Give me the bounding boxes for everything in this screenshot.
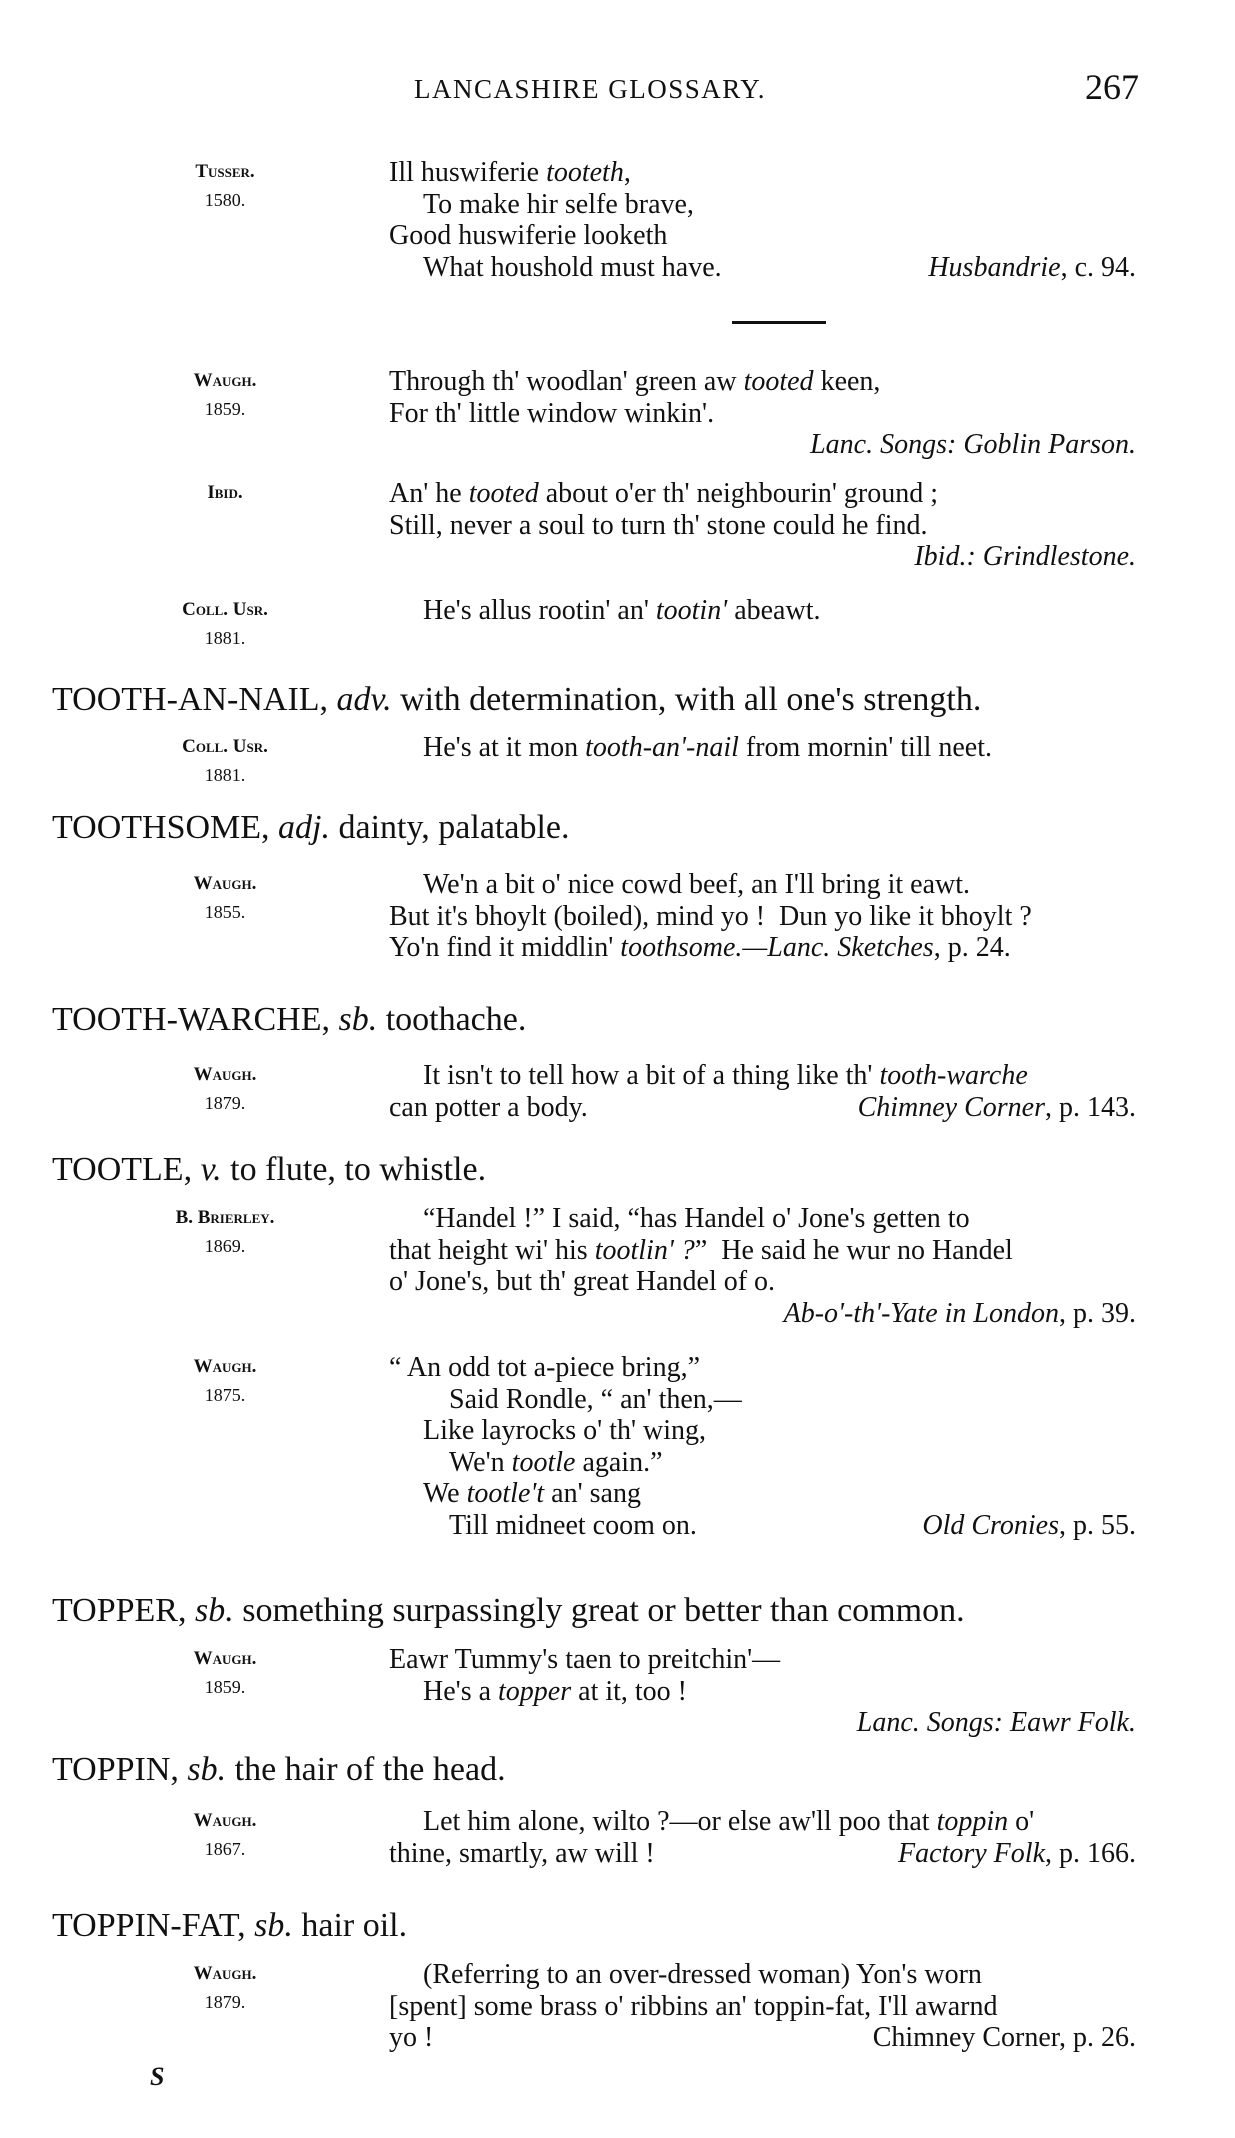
headword-line — [52, 1000, 526, 1040]
citation — [857, 1707, 1136, 1739]
italic-text: tootle't — [466, 1478, 545, 1510]
citation — [858, 1092, 1136, 1124]
part-of-speech: adj. — [278, 809, 330, 846]
part-of-speech: v. — [200, 1151, 222, 1188]
headword: TOOTLE — [52, 1151, 184, 1188]
quote-author: Waugh. — [193, 1064, 257, 1085]
text: Till midneet coom on. — [449, 1510, 697, 1541]
signature-mark: S — [150, 2062, 165, 2091]
text: an' sang — [544, 1478, 641, 1510]
quote-line — [389, 366, 880, 398]
headword: TOOTH-WARCHE — [52, 1001, 322, 1038]
italic-text: toothsome.—Lanc. Sketches — [620, 932, 934, 964]
quote-line — [423, 252, 722, 284]
part-of-speech: sb. — [187, 1751, 227, 1788]
quote-line — [389, 510, 928, 542]
quote-line — [389, 1644, 780, 1676]
text: We'n a bit o' nice cowd beef, an I'll bring it eawt. — [423, 869, 971, 900]
quote-year: 1879. — [204, 1992, 246, 2012]
definition: to flute, to whistle. — [221, 1151, 487, 1188]
italic-text: Ibid.: Grindlestone. — [914, 541, 1136, 573]
citation — [810, 429, 1136, 461]
text: Said Rondle, “ an' then,— — [449, 1383, 742, 1415]
quote-year: 1879. — [204, 1093, 246, 1113]
part-of-speech: sb. — [254, 1907, 293, 1944]
text: Ill huswiferie — [389, 157, 547, 188]
text: ” He said he wur no Handel — [694, 1234, 1013, 1266]
quote-line — [389, 1092, 588, 1124]
comma: , — [183, 1151, 201, 1188]
quote-line — [449, 1384, 742, 1416]
headword: TOPPIN — [52, 1751, 171, 1788]
citation — [914, 541, 1136, 573]
italic-text: Ab-o'-th'-Yate in London — [783, 1297, 1059, 1329]
text: yo ! — [389, 2022, 434, 2054]
text: For th' little window winkin'. — [389, 397, 715, 429]
text: [spent] some brass o' ribbins an' toppin-fat, I'll awarnd — [389, 1990, 998, 2022]
quote-line — [389, 901, 1032, 933]
comma: , — [170, 1751, 188, 1788]
text: abeawt. — [727, 595, 821, 626]
text: , — [623, 157, 631, 188]
quote-year: 1881. — [204, 628, 246, 648]
comma: , — [237, 1907, 255, 1944]
page-number: 267 — [1085, 67, 1139, 107]
italic-text: tooted — [743, 366, 814, 397]
italic-text: tootin' — [655, 595, 728, 626]
quote-author: Waugh. — [193, 873, 257, 894]
quote-line — [449, 1447, 663, 1479]
text: What houshold must have. — [423, 251, 722, 283]
comma: , — [319, 681, 337, 718]
quote-line — [389, 1838, 655, 1870]
text: It isn't to tell how a bit of a thing like th' — [423, 1060, 880, 1091]
text: (Referring to an over-dressed woman) Yon's worn — [423, 1959, 982, 1990]
text: again.” — [575, 1446, 663, 1478]
quote-author: Tusser. — [195, 161, 255, 182]
text: He's a — [423, 1675, 499, 1707]
text: We — [423, 1478, 467, 1510]
citation — [922, 1510, 1136, 1542]
quote-line — [389, 1235, 1013, 1267]
quote-line — [423, 1415, 706, 1447]
running-header-title: LANCASHIRE GLOSSARY. — [413, 74, 767, 104]
quote-line — [449, 1510, 697, 1542]
headword-line — [52, 1750, 506, 1790]
section-rule — [732, 321, 826, 324]
text: from mornin' till neet. — [738, 732, 993, 763]
citation — [873, 2022, 1136, 2054]
text: , p. 55. — [1059, 1510, 1136, 1541]
quote-author: Waugh. — [193, 1648, 257, 1669]
quote-line — [389, 1266, 775, 1298]
quote-year: 1855. — [204, 902, 246, 922]
headword-line — [52, 808, 569, 848]
quote-line — [423, 189, 694, 221]
quote-line — [389, 932, 1011, 964]
quote-line — [423, 1676, 687, 1708]
italic-text: tooth-warche — [879, 1060, 1028, 1091]
headword: TOOTH-AN-NAIL — [52, 681, 320, 718]
text: , c. 94. — [1060, 251, 1136, 283]
quote-line — [423, 1060, 1028, 1092]
text: at it, too ! — [571, 1675, 688, 1707]
definition: toothache. — [377, 1001, 527, 1038]
citation — [898, 1838, 1136, 1870]
quote-line — [423, 732, 992, 764]
quote-author: Ibid. — [207, 482, 243, 503]
text: that height wi' his — [389, 1234, 595, 1266]
part-of-speech: adv. — [336, 681, 392, 718]
text: Eawr Tummy's taen to preitchin'— — [389, 1644, 781, 1675]
text: Let him alone, wilto ?—or else aw'll poo that — [423, 1806, 937, 1837]
quote-line — [423, 1203, 970, 1235]
quote-year: 1859. — [204, 1677, 246, 1697]
text: He's at it mon — [423, 732, 586, 763]
italic-text: Old Cronies — [922, 1510, 1059, 1541]
quote-line — [389, 1991, 997, 2023]
text: Good huswiferie looketh — [389, 220, 668, 252]
italic-text: tootle — [511, 1446, 576, 1478]
quote-year: 1869. — [204, 1236, 246, 1256]
quote-year: 1875. — [204, 1385, 246, 1405]
quote-year: 1867. — [204, 1839, 246, 1859]
headword: TOPPIN-FAT — [52, 1907, 238, 1944]
italic-text: Lanc. Songs: Goblin Parson. — [810, 429, 1136, 461]
citation — [784, 1298, 1136, 1330]
italic-text: tootlin' ? — [594, 1234, 695, 1266]
comma: , — [321, 1001, 339, 1038]
quote-line — [423, 1478, 641, 1510]
quote-line — [423, 869, 970, 901]
quote-author: Coll. Usr. — [182, 736, 268, 757]
quote-author: B. Brierley. — [175, 1207, 275, 1228]
text: Chimney Corner, p. 26. — [872, 2022, 1136, 2054]
text: keen, — [813, 366, 881, 397]
quote-year: 1859. — [204, 399, 246, 419]
text: He's allus rootin' an' — [423, 595, 656, 626]
quote-year: 1881. — [204, 765, 246, 785]
italic-text: tooted — [468, 478, 539, 509]
italic-text: topper — [498, 1675, 572, 1707]
headword-line — [52, 680, 981, 720]
italic-text: toppin — [936, 1806, 1009, 1837]
quote-author: Waugh. — [193, 370, 257, 391]
text: about o'er th' neighbourin' ground ; — [538, 478, 938, 509]
quote-author: Waugh. — [193, 1356, 257, 1377]
italic-text: tooth-an'-nail — [585, 732, 739, 763]
text: To make hir selfe brave, — [423, 188, 694, 220]
part-of-speech: sb. — [338, 1001, 378, 1038]
italic-text: Factory Folk — [898, 1837, 1045, 1869]
text: But it's bhoylt (boiled), mind yo ! Dun yo like it bhoylt ? — [389, 900, 1032, 932]
quote-line — [389, 220, 667, 252]
quote-line — [423, 1806, 1034, 1838]
quote-line — [389, 157, 631, 189]
comma: , — [261, 809, 279, 846]
definition: with determination, with all one's strength. — [391, 681, 982, 718]
italic-text: Husbandrie — [928, 251, 1061, 283]
quote-line — [389, 2022, 433, 2054]
text: o' — [1008, 1806, 1035, 1837]
headword-line — [52, 1591, 965, 1631]
headword: TOOTHSOME — [52, 809, 262, 846]
quote-author: Coll. Usr. — [182, 599, 268, 620]
text: can potter a body. — [389, 1091, 588, 1123]
quote-line — [389, 398, 714, 430]
text: , p. 143. — [1045, 1091, 1136, 1123]
quote-author: Waugh. — [193, 1810, 257, 1831]
italic-text: tooteth — [546, 157, 624, 188]
headword-line — [52, 1150, 486, 1190]
text: , p. 24. — [933, 932, 1011, 964]
text: We'n — [449, 1446, 512, 1478]
comma: , — [177, 1592, 195, 1629]
headword-line — [52, 1906, 407, 1946]
headword: TOPPER — [52, 1592, 178, 1629]
citation — [928, 252, 1136, 284]
text: Still, never a soul to turn th' stone could he find. — [389, 509, 928, 541]
text: An' he — [389, 478, 469, 509]
quote-line — [423, 595, 821, 627]
definition: hair oil. — [292, 1907, 408, 1944]
text: Through th' woodlan' green aw — [389, 366, 744, 397]
text: Like layrocks o' th' wing, — [423, 1415, 707, 1447]
text: , p. 166. — [1045, 1837, 1136, 1869]
definition: the hair of the head. — [226, 1751, 506, 1788]
quote-line — [389, 478, 938, 510]
quote-year: 1580. — [204, 190, 246, 210]
quote-line — [389, 1352, 700, 1384]
definition: something surpassingly great or better than common. — [233, 1592, 965, 1629]
text: “ An odd tot a-piece bring,” — [389, 1352, 701, 1383]
text: “Handel !” I said, “has Handel o' Jone's getten to — [423, 1203, 970, 1234]
quote-line — [423, 1959, 982, 1991]
text: Yo'n find it middlin' — [389, 932, 621, 964]
italic-text: Lanc. Songs: Eawr Folk. — [856, 1707, 1136, 1739]
text: o' Jone's, but th' great Handel of o. — [389, 1266, 776, 1298]
quote-author: Waugh. — [193, 1963, 257, 1984]
text: thine, smartly, aw will ! — [389, 1837, 655, 1869]
italic-text: Chimney Corner — [857, 1091, 1045, 1123]
text: , p. 39. — [1059, 1297, 1136, 1329]
definition: dainty, palatable. — [330, 809, 570, 846]
part-of-speech: sb. — [194, 1592, 234, 1629]
